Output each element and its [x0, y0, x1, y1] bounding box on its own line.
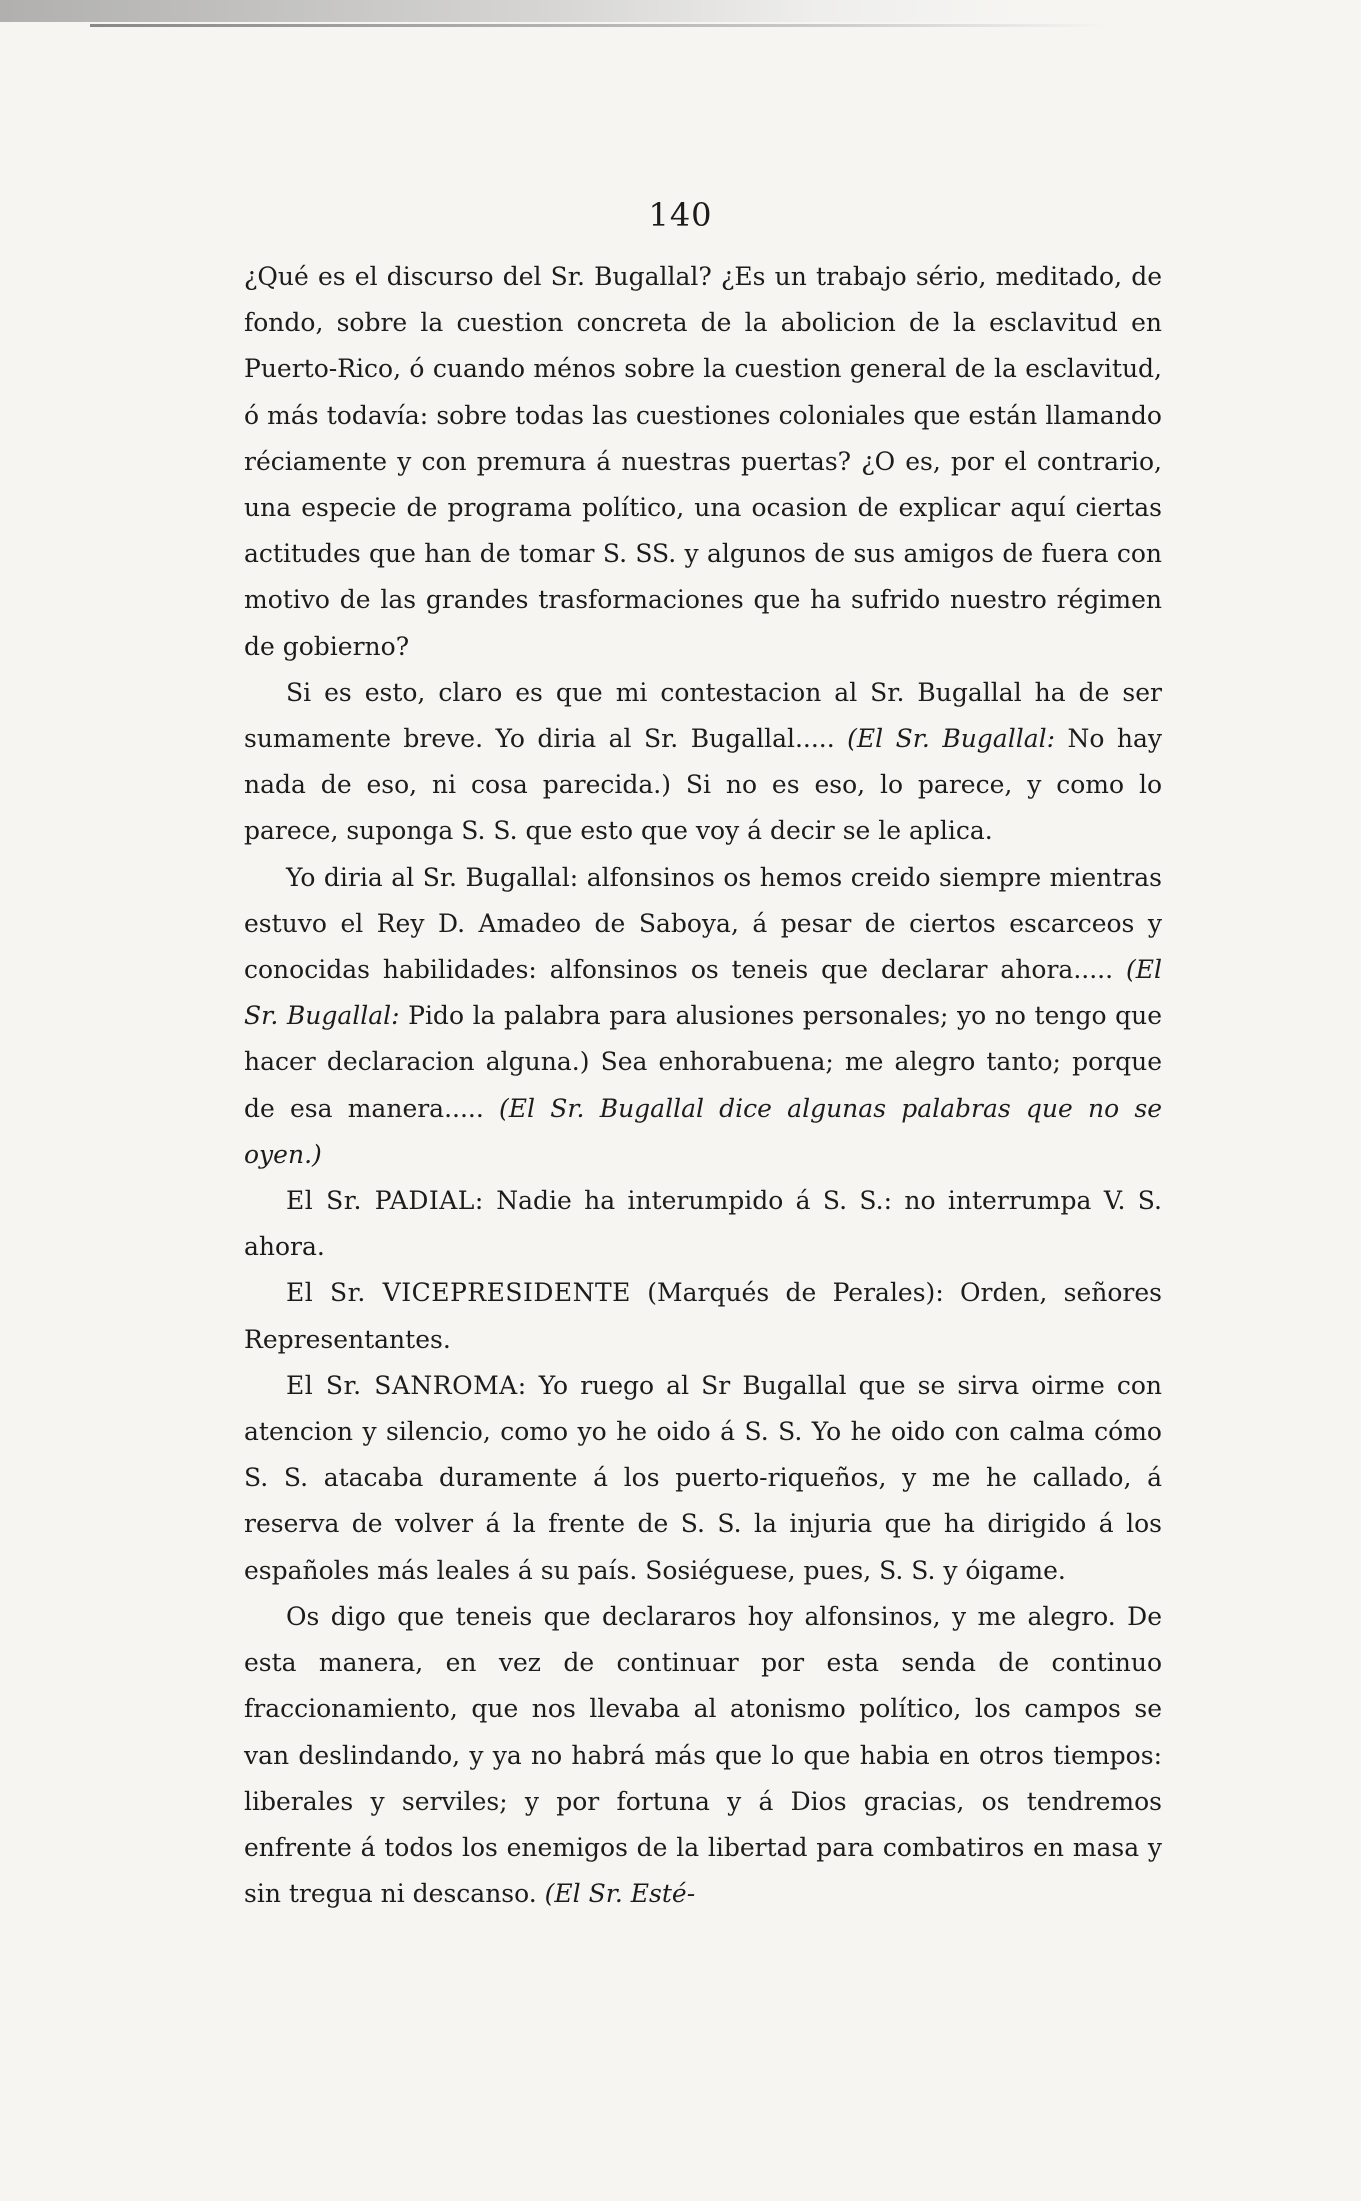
paragraph-text: Yo diria al Sr. Bugallal: alfonsinos os hemos creido siempre mientras estuvo el Rey D. Amadeo de Saboya, á pesar de ciertos escarceos y conocidas habilidades: alfonsinos os teneis que declarar ahora..... — [244, 862, 1170, 985]
speech-text: Nadie ha interumpido á S. S.: no interrumpa V. S. ahora. — [244, 1186, 1170, 1262]
interjection-bugallal: (El Sr. Bugallal: — [847, 724, 1056, 754]
scan-top-rule — [90, 24, 1110, 27]
speaker-label: El Sr. PADIAL: — [286, 1186, 484, 1216]
interjection-bugallal-inaudible: (El Sr. Bugallal dice algunas palabras que no se oyen.) — [244, 1093, 1162, 1169]
paragraph-alfonsinos — [244, 855, 1170, 1178]
speech-sanroma — [244, 1363, 1170, 1594]
body-text — [244, 254, 1170, 1917]
speaker-label: El Sr. SANROMA: — [286, 1370, 527, 1400]
scan-top-edge — [0, 0, 1361, 22]
paragraph-declararos — [244, 1594, 1170, 1917]
speech-vicepresidente — [244, 1270, 1170, 1362]
paragraph-text: Si es esto, claro es que mi contestacion al Sr. Bugallal ha de ser sumamente breve. Yo diria al Sr. Bugallal..... — [244, 677, 1170, 754]
interjection-bugallal: (El Sr. Bugallal: — [244, 955, 1162, 1031]
page-number: 140 — [648, 196, 713, 234]
speech-text: Yo ruego al Sr Bugallal que se sirva oirme con atencion y silencio, como yo he oido á S. S. Yo he oido con calma cómo S. S. atacaba duramente á los puerto-riqueños, y me he callado, á reserva de volver á la frente de S. S. la injuria que ha dirigido á los españoles más leales á su país. Sosiéguese, pues, S. S. y óigame. — [244, 1370, 1170, 1585]
paragraph-text: No hay nada de eso, ni cosa parecida.) Si no es eso, lo parece, y como lo parece, suponga S. S. que esto que voy á decir se le aplica. — [244, 724, 1170, 846]
speech-text: (Marqués de Perales): Orden, señores Representantes. — [244, 1278, 1170, 1354]
paragraph-brief-reply — [244, 670, 1170, 855]
paragraph-discourse-question — [244, 254, 1162, 670]
paragraph-text: ¿Qué es el discurso del Sr. Bugallal? ¿Es un trabajo sério, meditado, de fondo, sobre la cuestion concreta de la abolicion de la esclavitud en Puerto-Rico, ó cuando ménos sobre la cuestion general de la esclavitud, ó más todavía: sobre todas las cuestiones coloniales que están llamando réciamente y con premura á nuestras puertas? ¿O es, por el contrario, una especie de programa político, una ocasion de explicar aquí ciertas actitudes que han de tomar S. SS. y algunos de sus amigos de fuera con motivo de las grandes trasformaciones que ha sufrido nuestro régimen de gobierno? — [244, 262, 1162, 661]
speech-padial — [244, 1178, 1170, 1270]
paragraph-text: Pido la palabra para alusiones personales; yo no tengo que hacer declaracion alguna.) Sea enhorabuena; me alegro tanto; porque de esa manera..... — [244, 1001, 1170, 1123]
interjection-estevez: (El Sr. Esté- — [544, 1879, 696, 1909]
paragraph-text: Os digo que teneis que declararos hoy alfonsinos, y me alegro. De esta manera, en vez de continuar por esta senda de continuo fraccionamiento, que nos llevaba al atonismo político, los campos se van deslindando, y ya no habrá más que lo que habia en otros tiempos: liberales y serviles; y por fortuna y á Dios gracias, os tendremos enfrente á todos los enemigos de la libertad para combatiros en masa y sin tregua ni descanso. — [244, 1601, 1170, 1909]
speaker-label: El Sr. VICEPRESIDENTE — [286, 1278, 631, 1308]
